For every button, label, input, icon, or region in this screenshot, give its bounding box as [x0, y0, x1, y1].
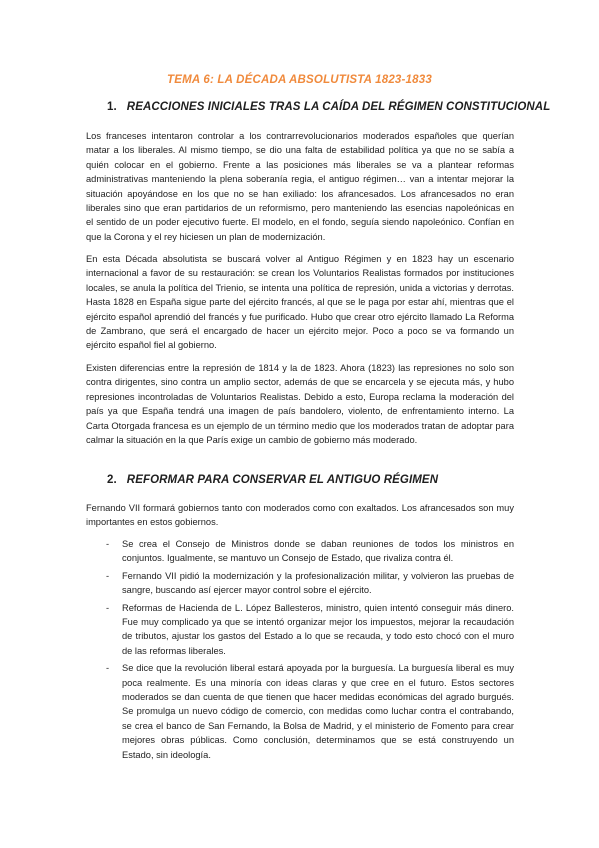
list-item-text: Se crea el Consejo de Ministros donde se daban reuniones de todos los ministros en conjuntos. Igualmente, se mantuvo un Consejo de Estado, que rivaliza contra él.	[122, 539, 514, 564]
list-item	[86, 661, 514, 762]
list-item-text: Fernando VII pidió la modernización y la profesionalización militar, y volvieron las pruebas de sangre, buscando así ejercer mayor control sobre el ejército.	[122, 570, 514, 596]
list-item-text: Reformas de Hacienda de L. López Ballesteros, ministro, quien intentó conseguir más dinero. Fue muy complicado ya que se intentó organizar mejor los impuestos, mejorar la recaudación de tributos, ajustar los gastos del Estado a lo que se recauda, y todo esto chocó con el muro de las reformas liberales.	[122, 602, 514, 656]
section-heading-2	[107, 474, 438, 486]
bullet-marker: -	[106, 602, 110, 613]
section-number: 1.	[107, 101, 117, 113]
bullet-marker: -	[106, 539, 110, 549]
section-title: REACCIONES INICIALES TRAS LA CAÍDA DEL RÉGIMEN CONSTITUCIONAL	[126, 101, 551, 113]
list-item-text: Se dice que la revolución liberal estará apoyada por la burguesía. La burguesía liberal es muy poca realmente. Es una minoría con ideas claras y que cree en el futuro. Estos sectores moderados se dan cuenta de que tienen que hacer medidas económicas del agrado burgués. Se promulga un nuevo código de comercio, con medidas como luchar contra el contrabando, se crea el banco de San Fernando, la Bolsa de Madrid, y el ministerio de Fomento para crear mejores obras públicas. Como conclusión, determinamos que se está construyendo un Estado, sin ideología.	[122, 663, 514, 760]
list-item	[86, 601, 514, 659]
bullet-marker: -	[106, 663, 110, 674]
section-heading-1	[107, 101, 550, 113]
paragraph: Existen diferencias entre la represión de 1814 y la de 1823. Ahora (1823) las represiones no solo son contra dirigentes, sino contra un amplio sector, además de que se encarcela y se ejecuta más, y hubo represiones incontroladas de Voluntarios Realistas. Debido a esto, Europa reclama la moderación del país ya que España tendrá una imagen de país bandolero, violento, de enfrentamiento interno. La Carta Otorgada francesa es un ejemplo de un término medio que los moderados tratan de adoptar para calmar la situación en la que París exige un cambio de gobierno más moderado.	[86, 363, 514, 446]
bullet-marker: -	[106, 570, 110, 581]
section-number: 2.	[107, 474, 117, 486]
section-title: REFORMAR PARA CONSERVAR EL ANTIGUO RÉGIMEN	[126, 474, 439, 486]
paragraph: En esta Década absolutista se buscará volver al Antiguo Régimen y en 1823 hay un escenario internacional a favor de su restauración: se crean los Voluntarios Realistas formados por instituciones locales, se anula la política del Trienio, se intenta una política de represión, unida a victorias y derrotas. Hasta 1828 en España sigue parte del ejército francés, al que se le paga por estar ahí, mientras que el ejército español aprendió del francés y fue purificado. Hubo que crear otro ejército llamado La Reforma de Zambrano, que será el encargado de hacer un ejército mejor. Poco a poco se va formando un ejército español fiel al gobierno.	[86, 254, 514, 351]
list-item	[86, 537, 514, 566]
paragraph: Los franceses intentaron controlar a los contrarrevolucionarios moderados españoles que querían matar a los liberales. Al mismo tiempo, se dio una falta de estabilidad política ya que no se sabía a quién colocar en el gobierno. Frente a las posiciones más liberales se va a plantear reformas administrativas manteniendo la plena soberanía regia, el antiguo régimen… van a intentar mejorar la situación apoyándose en los que no se han exiliado: los afrancesados. Los afrancesados no eran liberales sino que eran partidarios de un reformismo, pero manteniendo las esencias napoleónicas en el sentido de un poder ejecutivo fuerte. El modelo, en el fondo, seguía siendo napoleónico. Confían en que la Corona y el rey hiciesen un plan de modernización.	[86, 131, 514, 242]
bullet-list	[86, 537, 514, 765]
paragraph: Fernando VII formará gobiernos tanto con moderados como con exaltados. Los afrancesados son muy importantes en estos gobiernos.	[86, 503, 514, 528]
document-title: TEMA 6: LA DÉCADA ABSOLUTISTA 1823-1833	[167, 74, 432, 86]
list-item	[86, 569, 514, 598]
